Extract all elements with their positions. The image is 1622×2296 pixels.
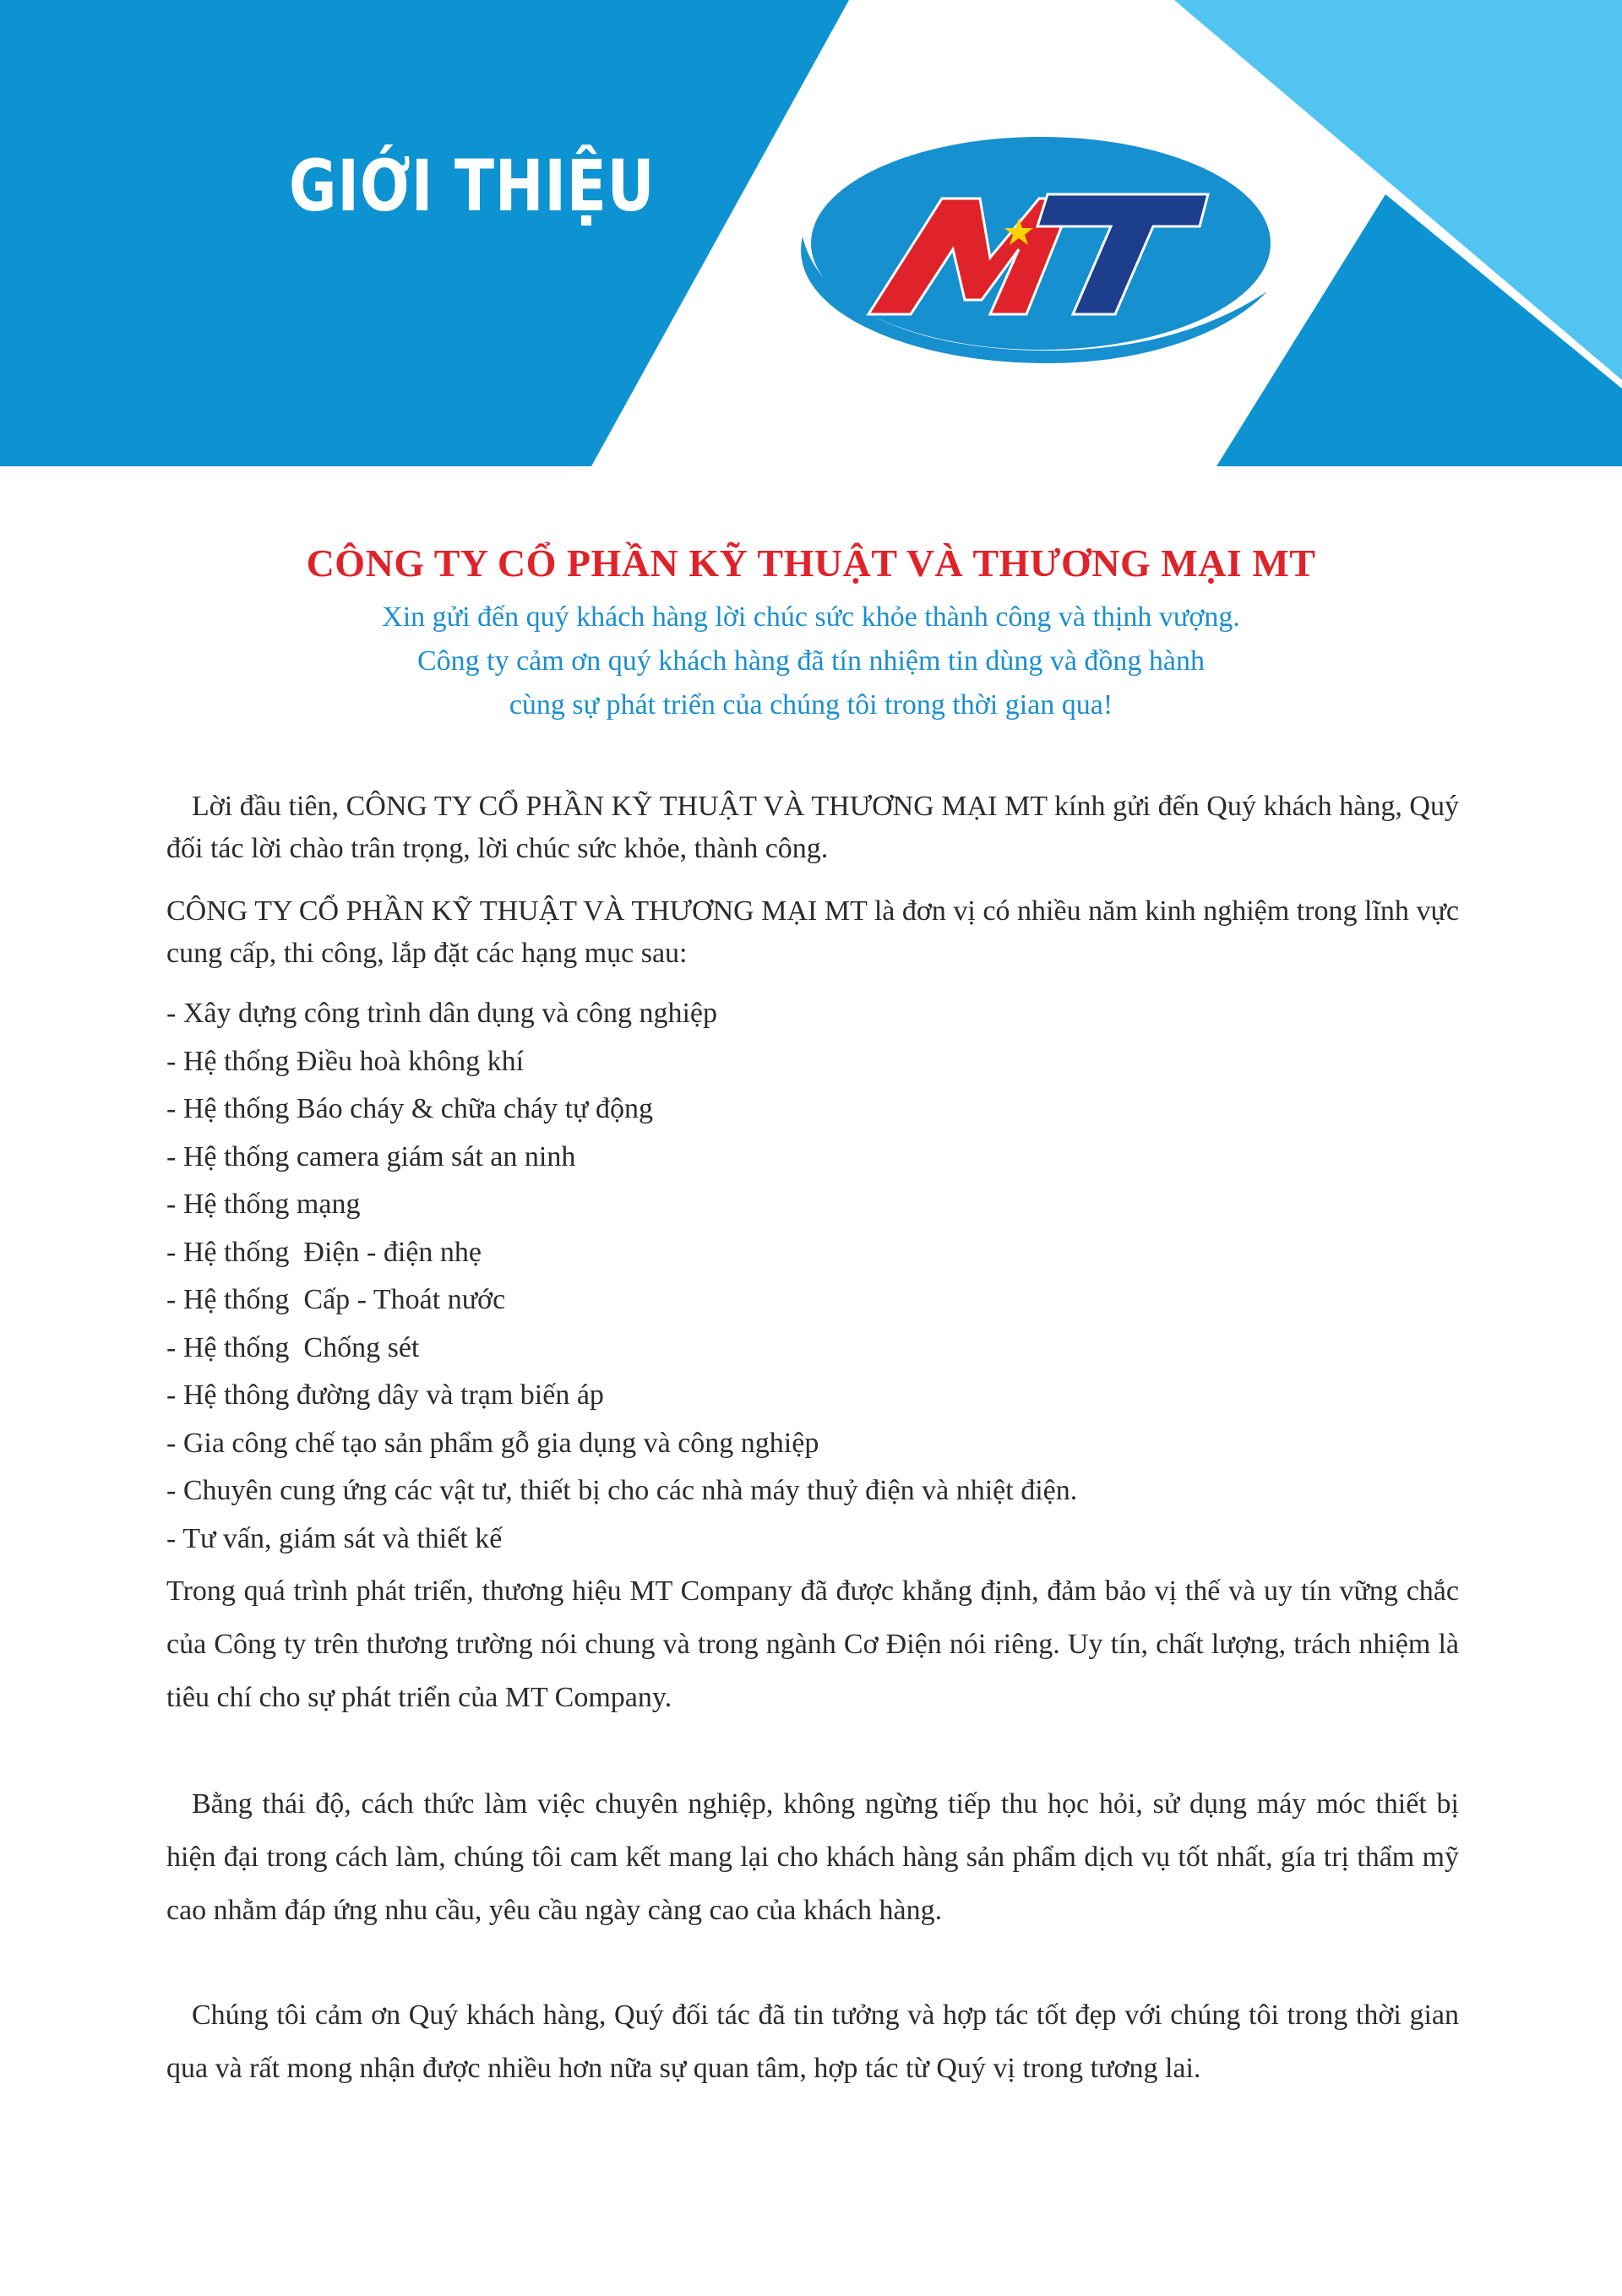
service-item: - Hệ thống Cấp - Thoát nước xyxy=(166,1284,506,1315)
service-item: - Hệ thông đường dây và trạm biến áp xyxy=(166,1379,604,1411)
greeting-line-1: Xin gửi đến quý khách hàng lời chúc sức khỏe thành công và thịnh vượng. xyxy=(382,601,1240,633)
service-item: - Chuyên cung ứng các vật tư, thiết bị cho các nhà máy thuỷ điện và nhiệt điện. xyxy=(166,1475,1078,1506)
services-list xyxy=(166,990,1077,1563)
company-description: CÔNG TY CỔ PHẦN KỸ THUẬT VÀ THƯƠNG MẠI MT là đơn vị có nhiều năm kinh nghiệm trong lĩnh vực cung cấp, thi công, lắp đặt các hạng mục sau: xyxy=(166,895,1459,969)
header-banner xyxy=(0,0,1622,466)
service-item: - Hệ thống Chống sét xyxy=(166,1331,420,1363)
greeting-line-3: cùng sự phát triển của chúng tôi trong thời gian qua! xyxy=(509,689,1113,721)
page-title: GIỚI THIỆU xyxy=(289,144,656,227)
thanks-paragraph: Chúng tôi cảm ơn Quý khách hàng, Quý đối tác đã tin tưởng và hợp tác tốt đẹp với chúng tôi trong thời gian qua và rất mong nhận được nhiều hơn nữa sự quan tâm, hợp tác từ Quý vị trong tương lai. xyxy=(166,1999,1459,2084)
service-item: - Tư vấn, giám sát và thiết kế xyxy=(166,1522,503,1554)
service-item: - Xây dựng công trình dân dụng và công nghiệp xyxy=(166,998,718,1029)
service-item: - Hệ thống Điện - điện nhẹ xyxy=(166,1236,482,1268)
service-item: - Hệ thống camera giám sát an ninh xyxy=(166,1140,576,1172)
service-item: - Hệ thống Điều hoà không khí xyxy=(166,1045,525,1077)
service-item: - Gia công chế tạo sản phẩm gỗ gia dụng và công nghiệp xyxy=(166,1427,819,1459)
service-item: - Hệ thống Báo cháy & chữa cháy tự động xyxy=(166,1093,653,1124)
service-item: - Hệ thống mạng xyxy=(166,1189,361,1220)
intro-paragraph: Lời đầu tiên, CÔNG TY CỔ PHẦN KỸ THUẬT VÀ THƯƠNG MẠI MT kính gửi đến Quý khách hàng, Quý đối tác lời chào trân trọng, lời chúc sức khỏe, thành công. xyxy=(166,791,1459,864)
attitude-paragraph: Bằng thái độ, cách thức làm việc chuyên nghiệp, không ngừng tiếp thu học hỏi, sử dụng máy móc thiết bị hiện đại trong cách làm, chúng tôi cam kết mang lại cho khách hàng sản phẩm dịch vụ tốt nhất, gía trị thẩm mỹ cao nhằm đáp ứng nhu cầu, yêu cầu ngày càng cao của khách hàng. xyxy=(166,1788,1459,1926)
growth-paragraph: Trong quá trình phát triển, thương hiệu MT Company đã được khẳng định, đảm bảo vị thế và uy tín vững chắc của Công ty trên thương trường nói chung và trong ngành Cơ Điện nói riêng. Uy tín, chất lượng, trách nhiệm là tiêu chí cho sự phát triển của MT Company. xyxy=(166,1575,1459,1713)
company-name: CÔNG TY CỔ PHẦN KỸ THUẬT VÀ THƯƠNG MẠI MT xyxy=(306,541,1316,585)
mt-logo xyxy=(769,110,1301,380)
greeting-line-2: Công ty cảm ơn quý khách hàng đã tín nhiệm tin dùng và đồng hành xyxy=(416,645,1206,677)
